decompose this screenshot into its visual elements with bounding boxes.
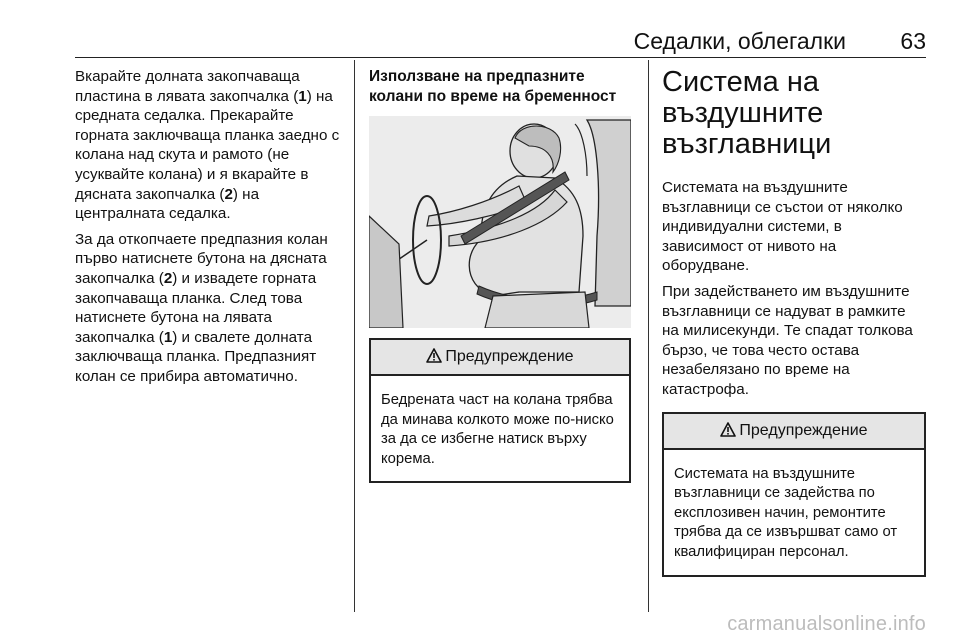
column-1 [75, 67, 347, 393]
pregnant-driver-seatbelt-illustration [369, 116, 631, 328]
column-divider [648, 60, 649, 612]
column-3 [662, 67, 926, 577]
page-number: 63 [900, 28, 926, 54]
header-rule [75, 57, 926, 58]
warning-header [371, 340, 629, 376]
paragraph-airbag-deployment: При задействането им въздушните възглавници се надуват в рамките на милисекунди. Те спадат толкова бързо, че това често остава незабелязано по време на катастрофа. [662, 282, 913, 398]
warning-title: Предупреждение [739, 421, 868, 439]
pregnancy-warning-box [369, 338, 631, 483]
paragraph-buckle-release: За да откопчаете предпазния колан първо натиснете бутона на дясната закопчалка (2) и извадете горната закопчаваща планка. След това натиснете бутона на лявата закопчалка (1) и свалете долната заключваща планка. Предпазният колан се прибира автоматично. [75, 230, 328, 385]
watermark: carmanualsonline.info [727, 613, 926, 635]
airbag-warning-box [662, 412, 926, 577]
warning-header [664, 414, 924, 450]
column-2 [369, 67, 631, 483]
paragraph-airbag-systems: Системата на въздушните възглавници се състои от няколко индивидуални системи, в зависимост от нивото на оборудване. [662, 179, 903, 275]
pregnancy-seatbelt-heading: Използване на предпазните колани по време на бременност [369, 68, 617, 105]
paragraph-buckle-fastening: Вкарайте долната закопчаваща пластина в лявата закопчалка (1) на средната седалка. Прекарайте горната заключваща планка заедно с колана над скута и рамото (не усуквайте колана) и я вкарайте в дясната закопчалка (2) на централната седалка. [75, 68, 340, 223]
warning-triangle-icon [720, 422, 736, 437]
airbag-system-heading: Система на въздушните възглавници [662, 66, 832, 160]
warning-triangle-icon [426, 348, 442, 363]
warning-title: Предупреждение [445, 348, 574, 365]
column-divider [354, 60, 355, 612]
warning-text: Системата на въздушните възглавници се задейства по експлозивен начин, ремонтите трябва да се извършват само от квалифициран персонал. [674, 465, 898, 560]
warning-text: Бедрената част на колана трябва да минава колкото може по-ниско за да се избегне натиск върху корема. [381, 392, 614, 467]
page-section-title: Седалки, облегалки [633, 28, 846, 54]
